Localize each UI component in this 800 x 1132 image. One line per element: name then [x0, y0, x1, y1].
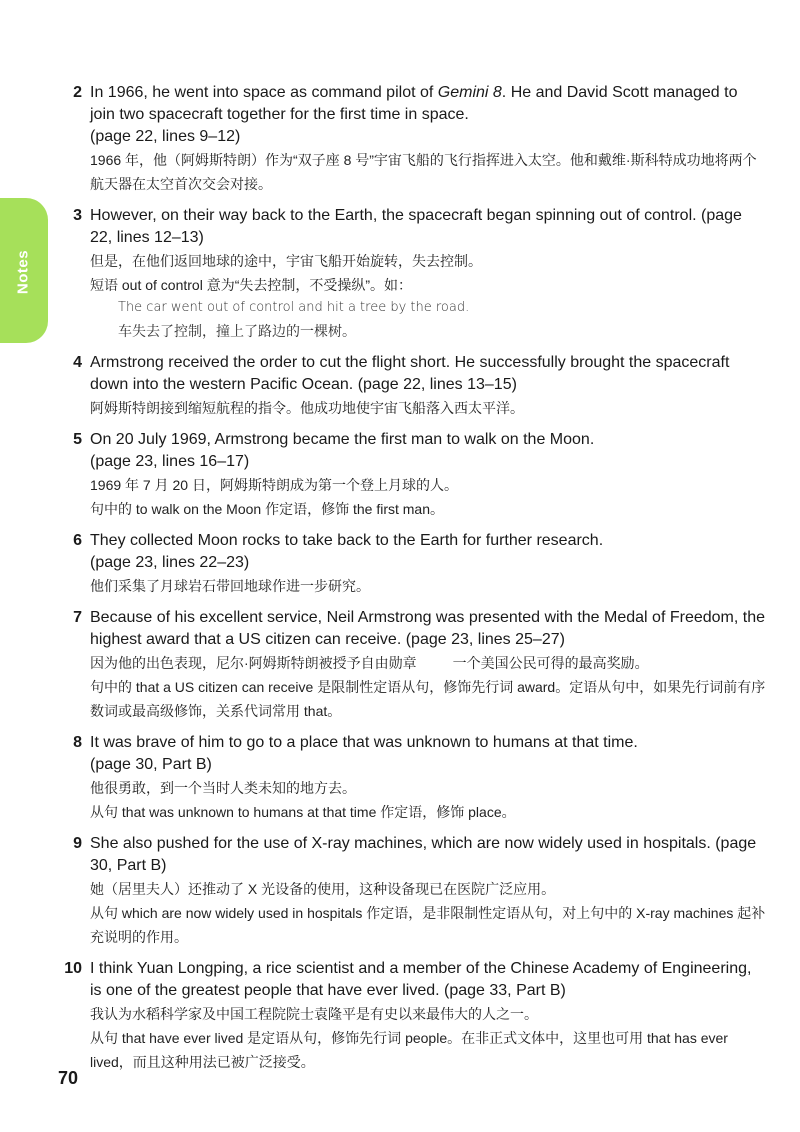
note-item-6	[56, 530, 766, 598]
note-chinese: 但是，在他们返回地球的途中，宇宙飞船开始旋转，失去控制。	[90, 253, 482, 269]
note-english: I think Yuan Longping, a rice scientist and a member of the Chinese Academy of Engineering, is one of the greatest people that have ever lived. (page 33, Part B)	[90, 960, 752, 999]
note-number: 7	[73, 609, 82, 626]
note-item-7	[56, 607, 766, 723]
note-english: Because of his excellent service, Neil Armstrong was presented with the Medal of Freedom, the highest award that a US citizen can receive. (page 23, lines 25–27)	[90, 609, 765, 648]
note-number: 10	[64, 960, 82, 977]
note-item-10	[56, 958, 766, 1074]
note-chinese: 我认为水稻科学家及中国工程院院士袁隆平是有史以来最伟大的人之一。	[90, 1006, 538, 1022]
note-body	[90, 530, 766, 598]
note-body	[90, 607, 766, 723]
note-item-4	[56, 352, 766, 420]
page-number: 70	[58, 1068, 79, 1088]
note-body	[90, 205, 766, 343]
note-reference: (page 30, Part B)	[90, 756, 212, 773]
note-chinese: 1969 年 7 月 20 日，阿姆斯特朗成为第一个登上月球的人。	[90, 477, 458, 493]
note-body	[90, 833, 766, 949]
note-number: 5	[73, 431, 82, 448]
note-number: 4	[73, 354, 82, 371]
note-english: Armstrong received the order to cut the flight short. He successfully brought the spacecraft down into the western Pacific Ocean. (page 22, lines 13–15)	[90, 354, 730, 393]
note-body	[90, 429, 766, 521]
notes-list	[56, 82, 766, 1083]
note-english-italic: Gemini 8	[437, 84, 502, 101]
note-item-2	[56, 82, 766, 196]
note-explanation: 从句 that have ever lived 是定语从句，修饰先行词 people。在非正式文体中，这里也可用 that has ever lived，而且这种用法已被广泛接受。	[90, 1030, 728, 1070]
note-item-9	[56, 833, 766, 949]
note-explanation: 句中的 that a US citizen can receive 是限制性定语从句，修饰先行词 award。定语从句中，如果先行词前有序数词或最高级修饰，关系代词常用 that。	[90, 679, 766, 719]
note-explanation: 句中的 to walk on the Moon 作定语，修饰 the first man。	[90, 501, 444, 517]
note-item-5	[56, 429, 766, 521]
note-english: They collected Moon rocks to take back to the Earth for further research.	[90, 532, 604, 549]
note-reference: (page 22, lines 9–12)	[90, 128, 241, 145]
note-reference: (page 23, lines 22–23)	[90, 554, 250, 571]
note-number: 6	[73, 532, 82, 549]
note-body	[90, 732, 766, 824]
note-english-part: In 1966, he went into space as command pilot of	[90, 84, 438, 101]
note-english: It was brave of him to go to a place that was unknown to humans at that time.	[90, 734, 638, 751]
note-chinese: 阿姆斯特朗接到缩短航程的指令。他成功地使宇宙飞船落入西太平洋。	[90, 400, 524, 416]
note-chinese	[90, 651, 766, 675]
example-english: The car went out of control and hit a tree by the road.	[118, 300, 470, 315]
note-chinese-part: 因为他的出色表现，尼尔·阿姆斯特朗被授予自由勋章	[90, 655, 417, 671]
note-chinese: 她（居里夫人）还推动了 X 光设备的使用，这种设备现已在医院广泛应用。	[90, 881, 556, 897]
note-english: However, on their way back to the Earth, the spacecraft began spinning out of control. (page 22, lines 12–13)	[90, 207, 742, 246]
note-explanation: 从句 which are now widely used in hospitals 作定语，是非限制性定语从句，对上句中的 X-ray machines 起补充说明的作用。	[90, 905, 766, 945]
note-chinese: 他很勇敢，到一个当时人类未知的地方去。	[90, 780, 356, 796]
note-chinese-part: 一个美国公民可得的最高奖励。	[452, 655, 649, 671]
example-chinese: 车失去了控制，撞上了路边的一棵树。	[118, 323, 356, 339]
note-number: 9	[73, 835, 82, 852]
note-body	[90, 352, 766, 420]
note-number: 8	[73, 734, 82, 751]
note-explanation: 短语 out of control 意为“失去控制，不受操纵”。如：	[90, 277, 413, 293]
note-reference: (page 23, lines 16–17)	[90, 453, 250, 470]
note-explanation: 从句 that was unknown to humans at that time 作定语，修饰 place。	[90, 804, 516, 820]
note-english: On 20 July 1969, Armstrong became the first man to walk on the Moon.	[90, 431, 595, 448]
note-body	[90, 82, 766, 196]
note-chinese: 1966 年，他（阿姆斯特朗）作为“双子座 8 号”宇宙飞船的飞行指挥进入太空。他和戴维·斯科特成功地将两个航天器在太空首次交会对接。	[90, 152, 757, 192]
note-body	[90, 958, 766, 1074]
note-english	[90, 82, 766, 126]
note-chinese: 他们采集了月球岩石带回地球作进一步研究。	[90, 578, 370, 594]
note-item-8	[56, 732, 766, 824]
note-item-3	[56, 205, 766, 343]
note-english: She also pushed for the use of X-ray machines, which are now widely used in hospitals. (page 30, Part B)	[90, 835, 757, 874]
note-number: 3	[73, 207, 82, 224]
notes-side-tab-label: Notes	[14, 249, 32, 295]
note-english-part: . He and David Scott managed to join two spacecraft together for the first time in space.	[90, 84, 738, 123]
note-number: 2	[73, 84, 82, 101]
